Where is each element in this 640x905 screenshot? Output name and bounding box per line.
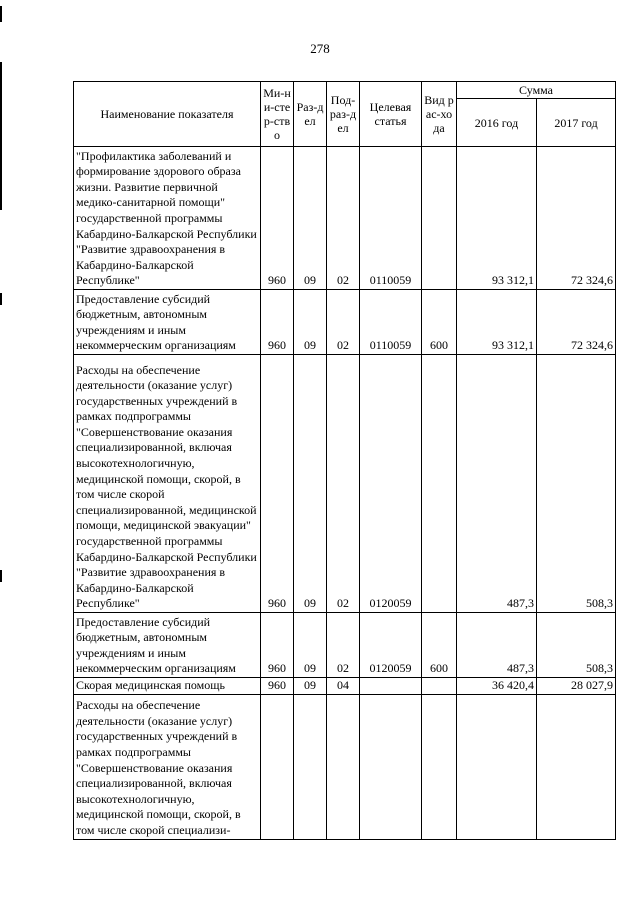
row-target: 0110059 [360,147,422,290]
row-expense-type: 600 [422,613,457,678]
row-expense-type [422,694,457,839]
row-target: 0110059 [360,290,422,355]
row-ministry: 960 [261,147,294,290]
row-name: Предоставление субсидий бюджетным, автономным учреждениям и иным некоммерческим организациям [74,613,261,678]
row-expense-type [422,355,457,613]
row-subsection: 02 [327,355,360,613]
row-expense-type [422,147,457,290]
row-sum-2016: 487,3 [457,613,537,678]
scan-edge-mark [0,62,2,210]
header-name: Наименование показателя [74,82,261,147]
row-name: Расходы на обеспечение деятельности (оказание услуг) государственных учреждений в рамках подпрограммы "Совершенствование оказания специализированной, включая высокотехнологичную, медицинской помощи, скорой, в том числе скорой специализи- [74,694,261,839]
row-sum-2016: 487,3 [457,355,537,613]
row-target: 0120059 [360,613,422,678]
row-target [360,678,422,695]
scan-edge-mark [0,293,2,305]
row-subsection: 02 [327,147,360,290]
row-subsection [327,694,360,839]
row-section: 09 [294,147,327,290]
row-section: 09 [294,290,327,355]
row-section: 09 [294,678,327,695]
row-subsection: 04 [327,678,360,695]
table-row [74,355,616,613]
table-row [74,147,616,290]
row-ministry: 960 [261,678,294,695]
page-number: 278 [310,41,330,56]
row-subsection: 02 [327,613,360,678]
row-ministry: 960 [261,290,294,355]
row-sum-2016: 93 312,1 [457,147,537,290]
row-sum-2016: 93 312,1 [457,290,537,355]
row-target [360,694,422,839]
table-row [74,613,616,678]
row-expense-type: 600 [422,290,457,355]
header-year-2017: 2017 год [537,99,616,147]
row-name: Расходы на обеспечение деятельности (оказание услуг) государственных учреждений в рамках подпрограммы "Совершенствование оказания специализированной, включая высокотехнологичную, медицинской помощи, скорой, в том числе скорой специализированной, медицинской помощи, медицинской эвакуации" государственной программы Кабардино-Балкарской Республики "Развитие здравоохранения в Кабардино-Балкарской Республике" [74,355,261,613]
table-row [74,290,616,355]
header-year-2016: 2016 год [457,99,537,147]
row-sum-2017: 508,3 [537,613,616,678]
row-sum-2017: 28 027,9 [537,678,616,695]
header-subsection: Под-раз-дел [327,82,360,147]
scan-edge-mark [0,6,2,22]
header-sum: Сумма [457,82,616,99]
budget-table [73,81,616,840]
header-ministry: Ми-ни-стер-ство [261,82,294,147]
table-row [74,678,616,695]
row-section [294,694,327,839]
row-sum-2016 [457,694,537,839]
row-subsection: 02 [327,290,360,355]
row-ministry [261,694,294,839]
row-ministry: 960 [261,613,294,678]
row-sum-2016: 36 420,4 [457,678,537,695]
row-name: Скорая медицинская помощь [74,678,261,695]
row-expense-type [422,678,457,695]
row-section: 09 [294,613,327,678]
row-section: 09 [294,355,327,613]
row-sum-2017: 508,3 [537,355,616,613]
row-name: "Профилактика заболеваний и формирование здорового образа жизни. Развитие первичной медико-санитарной помощи" государственной программы Кабардино-Балкарской Республики "Развитие здравоохранения в Кабардино-Балкарской Республике" [74,147,261,290]
scan-edge-mark [0,570,2,582]
row-sum-2017: 72 324,6 [537,290,616,355]
row-target: 0120059 [360,355,422,613]
table-row [74,694,616,839]
header-target: Целевая статья [360,82,422,147]
row-ministry: 960 [261,355,294,613]
row-name: Предоставление субсидий бюджетным, автономным учреждениям и иным некоммерческим организациям [74,290,261,355]
header-section: Раз-дел [294,82,327,147]
header-expense-type: Вид рас-хода [422,82,457,147]
row-sum-2017 [537,694,616,839]
row-sum-2017: 72 324,6 [537,147,616,290]
